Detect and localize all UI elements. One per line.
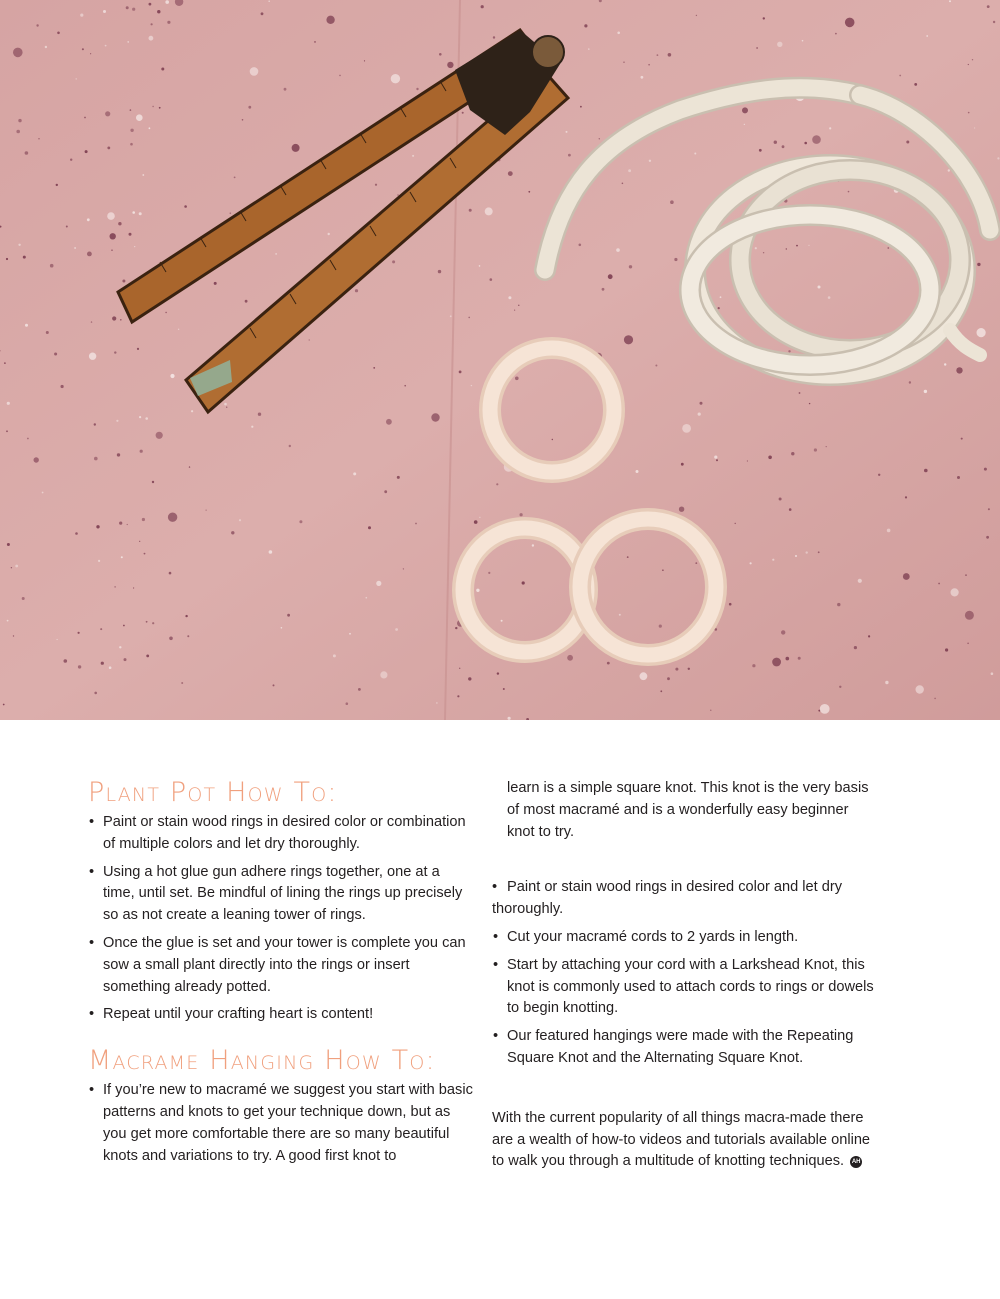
- list-item: • Paint or stain wood rings in desired color and let dry thoroughly.: [492, 879, 843, 918]
- macrame-heading: Macrame Hanging How To:: [88, 1045, 436, 1077]
- list-item: • Using a hot glue gun adhere rings together, one at a time, until set. Be mindful of lining the rings up precisely so as not create a leaning tower of rings.: [88, 862, 473, 927]
- list-item: • Paint or stain wood rings in desired color or combination of multiple colors and let dry thoroughly.: [88, 812, 473, 856]
- macrame-intro-end: learn is a simple square knot. This knot is the very basis of most macramé and is a wonderfully easy beginner knot to try.: [507, 780, 869, 840]
- macrame-first-step: [492, 877, 877, 921]
- right-column: [492, 778, 877, 1173]
- left-column: [88, 778, 473, 1173]
- plant-pot-steps: [88, 812, 473, 1026]
- end-mark-icon: AH: [850, 1156, 862, 1168]
- macrame-intro-list: [88, 1080, 473, 1167]
- list-item: • Once the glue is set and your tower is complete you can sow a small plant directly into the rings or insert something already potted.: [88, 933, 473, 998]
- list-item: • Repeat until your crafting heart is content!: [88, 1004, 473, 1026]
- list-item: • Start by attaching your cord with a Larkshead Knot, this knot is commonly used to attach cords to rings or dowels to begin knotting.: [492, 955, 877, 1020]
- list-item: • Our featured hangings were made with the Repeating Square Knot and the Alternating Square Knot.: [492, 1026, 877, 1070]
- closing-paragraph: With the current popularity of all things macra-made there are a wealth of how-to videos and tutorials available online to walk you through a multitude of knotting techniques. AH: [492, 1109, 871, 1170]
- macrame-steps: [492, 927, 877, 1070]
- macrame-intro-start: • If you’re new to macramé we suggest you start with basic patterns and knots to get your technique down, but as you get more comfortable there are so many beautiful knots and variations to try. A good first knot to: [88, 1080, 473, 1167]
- list-item: • Cut your macramé cords to 2 yards in length.: [492, 927, 877, 949]
- plant-pot-heading: Plant Pot How To:: [88, 777, 338, 808]
